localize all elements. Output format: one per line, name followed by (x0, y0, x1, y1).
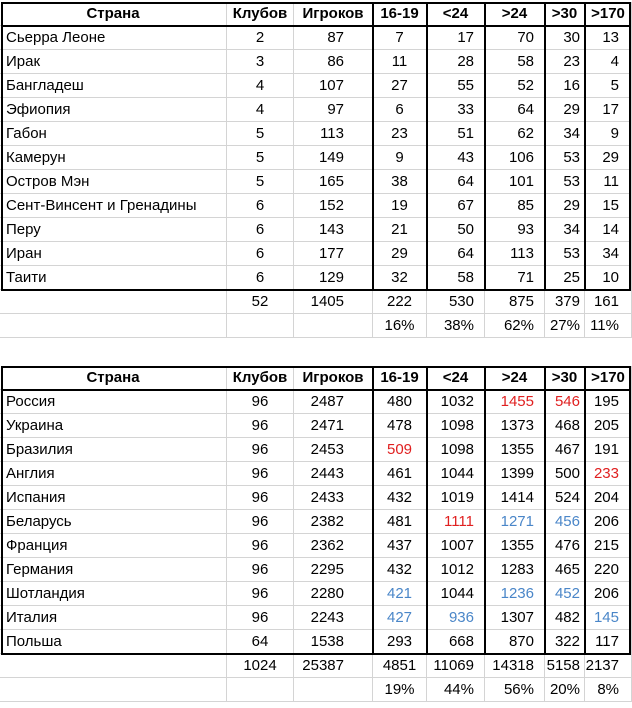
cell[interactable]: 14 (585, 218, 632, 242)
cell[interactable]: 421 (373, 582, 427, 606)
cell[interactable]: Габон (0, 122, 227, 146)
cell[interactable]: 2443 (294, 462, 373, 486)
cell[interactable]: 478 (373, 414, 427, 438)
cell[interactable]: 1019 (427, 486, 485, 510)
cell[interactable]: 432 (373, 558, 427, 582)
cell[interactable]: 1044 (427, 462, 485, 486)
cell[interactable]: 3 (227, 50, 294, 74)
cell[interactable]: 53 (545, 170, 585, 194)
cell[interactable]: 17 (585, 98, 632, 122)
cell[interactable]: 64 (427, 242, 485, 266)
cell[interactable]: 17 (427, 26, 485, 50)
table-row (0, 606, 632, 630)
table-row (0, 266, 632, 290)
cell[interactable]: 34 (545, 218, 585, 242)
cell[interactable]: 96 (227, 582, 294, 606)
cell[interactable]: Украина (0, 414, 227, 438)
cell[interactable]: 25 (545, 266, 585, 290)
percent-row (0, 678, 632, 702)
cell[interactable]: 55 (427, 74, 485, 98)
cell[interactable]: 482 (545, 606, 585, 630)
cell[interactable]: 101 (485, 170, 545, 194)
cell[interactable]: 215 (585, 534, 632, 558)
cell[interactable]: 1236 (485, 582, 545, 606)
table-row (0, 414, 632, 438)
cell[interactable]: 1032 (427, 390, 485, 414)
cell[interactable]: 432 (373, 486, 427, 510)
cell[interactable]: 16 (545, 74, 585, 98)
cell[interactable]: 1538 (294, 630, 373, 654)
cell[interactable]: 1405 (294, 290, 373, 314)
cell[interactable]: 161 (585, 290, 632, 314)
cell[interactable]: 29 (545, 98, 585, 122)
cell[interactable]: 1355 (485, 534, 545, 558)
cell[interactable]: 2280 (294, 582, 373, 606)
cell[interactable]: 23 (373, 122, 427, 146)
cell[interactable]: Камерун (0, 146, 227, 170)
cell[interactable]: 2471 (294, 414, 373, 438)
cell[interactable]: 43 (427, 146, 485, 170)
cell[interactable]: 2453 (294, 438, 373, 462)
cell[interactable]: 467 (545, 438, 585, 462)
cell[interactable]: 2362 (294, 534, 373, 558)
cell[interactable]: 27% (545, 314, 585, 338)
cell[interactable]: 480 (373, 390, 427, 414)
cell[interactable]: 461 (373, 462, 427, 486)
cell[interactable] (294, 678, 373, 702)
cell[interactable]: 50 (427, 218, 485, 242)
cell[interactable]: 96 (227, 606, 294, 630)
cell[interactable]: 1098 (427, 438, 485, 462)
cell[interactable]: 107 (294, 74, 373, 98)
table-row (0, 582, 632, 606)
cell[interactable]: 27 (373, 74, 427, 98)
cell[interactable]: 85 (485, 194, 545, 218)
table-row (0, 242, 632, 266)
percent-row (0, 314, 632, 338)
cell[interactable]: >24 (485, 366, 545, 390)
cell[interactable]: 468 (545, 414, 585, 438)
cell[interactable]: 13 (585, 26, 632, 50)
cell[interactable]: 62% (485, 314, 545, 338)
totals-row (0, 290, 632, 314)
cell[interactable]: 16-19 (373, 2, 427, 26)
table-row (0, 74, 632, 98)
cell[interactable]: 33 (427, 98, 485, 122)
cell[interactable] (0, 678, 227, 702)
cell[interactable]: 6 (227, 266, 294, 290)
cell[interactable]: 6 (373, 98, 427, 122)
table-row (0, 50, 632, 74)
cell[interactable]: 1007 (427, 534, 485, 558)
table-row (0, 630, 632, 654)
cell[interactable]: 220 (585, 558, 632, 582)
cell[interactable]: 9 (373, 146, 427, 170)
cell[interactable]: 11 (373, 50, 427, 74)
cell[interactable]: 29 (373, 242, 427, 266)
cell[interactable]: 34 (585, 242, 632, 266)
cell[interactable]: Испания (0, 486, 227, 510)
table-row (0, 462, 632, 486)
cell[interactable]: 2382 (294, 510, 373, 534)
cell[interactable]: 7 (373, 26, 427, 50)
cell[interactable]: 32 (373, 266, 427, 290)
cell[interactable]: Сьерра Леоне (0, 26, 227, 50)
cell[interactable]: 30 (545, 26, 585, 50)
cell[interactable]: 23 (545, 50, 585, 74)
cell[interactable]: 546 (545, 390, 585, 414)
cell[interactable]: 53 (545, 242, 585, 266)
cell[interactable]: Сент-Винсент и Гренадины (0, 194, 227, 218)
cell[interactable]: 1455 (485, 390, 545, 414)
cell[interactable]: 870 (485, 630, 545, 654)
cell[interactable]: Игроков (294, 366, 373, 390)
cell[interactable]: Таити (0, 266, 227, 290)
cell[interactable]: Польша (0, 630, 227, 654)
cell[interactable]: 668 (427, 630, 485, 654)
cell[interactable]: 2433 (294, 486, 373, 510)
cell[interactable]: Игроков (294, 2, 373, 26)
cell[interactable] (294, 314, 373, 338)
cell[interactable]: 1271 (485, 510, 545, 534)
cell[interactable]: Бразилия (0, 438, 227, 462)
cell[interactable]: 86 (294, 50, 373, 74)
cell[interactable]: 1355 (485, 438, 545, 462)
cell[interactable]: 500 (545, 462, 585, 486)
cell[interactable]: 29 (545, 194, 585, 218)
cell[interactable]: 509 (373, 438, 427, 462)
table-row (0, 390, 632, 414)
table-row (0, 558, 632, 582)
cell[interactable]: 96 (227, 510, 294, 534)
cell[interactable]: 4 (585, 50, 632, 74)
cell[interactable]: >30 (545, 2, 585, 26)
cell[interactable]: 96 (227, 462, 294, 486)
cell[interactable]: 34 (545, 122, 585, 146)
cell[interactable]: 875 (485, 290, 545, 314)
cell[interactable]: Германия (0, 558, 227, 582)
cell[interactable]: 6 (227, 218, 294, 242)
cell[interactable]: >30 (545, 366, 585, 390)
cell[interactable]: Италия (0, 606, 227, 630)
cell[interactable]: 96 (227, 486, 294, 510)
cell[interactable]: 38 (373, 170, 427, 194)
cell[interactable]: >170 (585, 2, 632, 26)
cell[interactable]: 5 (227, 146, 294, 170)
cell[interactable]: 15 (585, 194, 632, 218)
cell[interactable]: 16-19 (373, 366, 427, 390)
cell[interactable]: 2 (227, 26, 294, 50)
table-row (0, 438, 632, 462)
cell[interactable]: 129 (294, 266, 373, 290)
cell[interactable]: 1283 (485, 558, 545, 582)
cell[interactable]: Беларусь (0, 510, 227, 534)
cell[interactable]: 2487 (294, 390, 373, 414)
cell[interactable]: 5 (227, 170, 294, 194)
cell[interactable] (227, 314, 294, 338)
cell[interactable] (227, 678, 294, 702)
cell[interactable]: 1024 (227, 654, 294, 678)
table-row (0, 146, 632, 170)
cell[interactable]: 149 (294, 146, 373, 170)
cell[interactable]: Россия (0, 390, 227, 414)
cell[interactable]: 58 (485, 50, 545, 74)
cell[interactable]: 96 (227, 414, 294, 438)
cell[interactable]: 1307 (485, 606, 545, 630)
cell[interactable]: 11 (585, 170, 632, 194)
cell[interactable]: 9 (585, 122, 632, 146)
cell[interactable]: 11% (585, 314, 632, 338)
cell[interactable]: 19% (373, 678, 427, 702)
table-row (0, 486, 632, 510)
cell[interactable]: Остров Мэн (0, 170, 227, 194)
cell[interactable]: 58 (427, 266, 485, 290)
cell[interactable]: <24 (427, 366, 485, 390)
cell[interactable]: 1098 (427, 414, 485, 438)
cell[interactable]: 205 (585, 414, 632, 438)
cell[interactable]: 437 (373, 534, 427, 558)
cell[interactable]: 64 (427, 170, 485, 194)
cell[interactable]: 5 (585, 74, 632, 98)
cell[interactable]: 56% (485, 678, 545, 702)
table-row (0, 122, 632, 146)
cell[interactable]: 8% (585, 678, 632, 702)
cell[interactable]: 152 (294, 194, 373, 218)
table-row (0, 194, 632, 218)
cell[interactable]: >24 (485, 2, 545, 26)
cell[interactable]: 106 (485, 146, 545, 170)
cell[interactable]: 97 (294, 98, 373, 122)
cell[interactable]: 2243 (294, 606, 373, 630)
cell[interactable]: 456 (545, 510, 585, 534)
cell[interactable] (0, 654, 227, 678)
cell[interactable]: 96 (227, 558, 294, 582)
cell[interactable]: 38% (427, 314, 485, 338)
cell[interactable]: 6 (227, 194, 294, 218)
cell[interactable]: 1414 (485, 486, 545, 510)
header-row (0, 366, 632, 390)
cell[interactable]: 530 (427, 290, 485, 314)
cell[interactable]: 476 (545, 534, 585, 558)
cell[interactable]: 2137 (585, 654, 632, 678)
cell[interactable]: 427 (373, 606, 427, 630)
cell[interactable]: Франция (0, 534, 227, 558)
table-row (0, 534, 632, 558)
cell[interactable]: Англия (0, 462, 227, 486)
totals-row (0, 654, 632, 678)
cell[interactable]: 64 (485, 98, 545, 122)
cell[interactable]: 62 (485, 122, 545, 146)
cell[interactable]: 14318 (485, 654, 545, 678)
cell[interactable]: 29 (585, 146, 632, 170)
cell[interactable]: 11069 (427, 654, 485, 678)
cell[interactable]: Клубов (227, 366, 294, 390)
cell[interactable]: 64 (227, 630, 294, 654)
cell[interactable]: 452 (545, 582, 585, 606)
cell[interactable]: 53 (545, 146, 585, 170)
cell[interactable]: 4 (227, 98, 294, 122)
cell[interactable]: 2295 (294, 558, 373, 582)
cell[interactable]: 206 (585, 510, 632, 534)
cell[interactable] (0, 314, 227, 338)
cell[interactable]: 67 (427, 194, 485, 218)
cell[interactable]: 117 (585, 630, 632, 654)
cell[interactable]: 28 (427, 50, 485, 74)
cell[interactable]: 51 (427, 122, 485, 146)
cell[interactable]: 44% (427, 678, 485, 702)
cell[interactable]: 96 (227, 390, 294, 414)
cell[interactable]: Иран (0, 242, 227, 266)
cell[interactable]: 20% (545, 678, 585, 702)
cell[interactable]: 21 (373, 218, 427, 242)
cell[interactable]: 113 (485, 242, 545, 266)
cell[interactable]: 96 (227, 534, 294, 558)
cell[interactable]: 322 (545, 630, 585, 654)
cell[interactable]: 4 (227, 74, 294, 98)
cell[interactable]: 177 (294, 242, 373, 266)
cell[interactable]: Бангладеш (0, 74, 227, 98)
cell[interactable]: Страна (0, 2, 227, 26)
table-row (0, 170, 632, 194)
cell[interactable]: 145 (585, 606, 632, 630)
cell[interactable]: 195 (585, 390, 632, 414)
cell[interactable]: >170 (585, 366, 632, 390)
cell[interactable]: <24 (427, 2, 485, 26)
cell[interactable]: 70 (485, 26, 545, 50)
cell[interactable] (0, 290, 227, 314)
cell[interactable]: 5158 (545, 654, 585, 678)
cell[interactable]: 5 (227, 122, 294, 146)
cell[interactable]: 25387 (294, 654, 373, 678)
cell[interactable]: Эфиопия (0, 98, 227, 122)
cell[interactable]: 204 (585, 486, 632, 510)
cell[interactable]: 233 (585, 462, 632, 486)
cell[interactable]: 206 (585, 582, 632, 606)
header-row (0, 2, 632, 26)
cell[interactable]: Шотландия (0, 582, 227, 606)
cell[interactable]: 379 (545, 290, 585, 314)
cell[interactable]: 1373 (485, 414, 545, 438)
cell[interactable]: 1399 (485, 462, 545, 486)
cell[interactable]: 87 (294, 26, 373, 50)
cell[interactable]: 52 (227, 290, 294, 314)
cell[interactable]: 143 (294, 218, 373, 242)
cell[interactable]: 4851 (373, 654, 427, 678)
table-row (0, 218, 632, 242)
cell[interactable]: 93 (485, 218, 545, 242)
cell[interactable]: 52 (485, 74, 545, 98)
cell[interactable]: 524 (545, 486, 585, 510)
cell[interactable]: Перу (0, 218, 227, 242)
cell[interactable]: 481 (373, 510, 427, 534)
table-row (0, 26, 632, 50)
cell[interactable]: 96 (227, 438, 294, 462)
cell[interactable]: 936 (427, 606, 485, 630)
cell[interactable]: 465 (545, 558, 585, 582)
cell[interactable]: 19 (373, 194, 427, 218)
cell[interactable]: 113 (294, 122, 373, 146)
cell[interactable]: 293 (373, 630, 427, 654)
table-row (0, 510, 632, 534)
cell[interactable]: 1111 (427, 510, 485, 534)
cell[interactable]: 6 (227, 242, 294, 266)
table-row (0, 98, 632, 122)
cell[interactable]: 10 (585, 266, 632, 290)
cell[interactable]: Страна (0, 366, 227, 390)
cell[interactable]: 191 (585, 438, 632, 462)
cell[interactable]: 1044 (427, 582, 485, 606)
cell[interactable]: 1012 (427, 558, 485, 582)
cell[interactable]: Клубов (227, 2, 294, 26)
cell[interactable]: Ирак (0, 50, 227, 74)
cell[interactable]: 16% (373, 314, 427, 338)
cell[interactable]: 165 (294, 170, 373, 194)
cell[interactable]: 71 (485, 266, 545, 290)
cell[interactable]: 222 (373, 290, 427, 314)
